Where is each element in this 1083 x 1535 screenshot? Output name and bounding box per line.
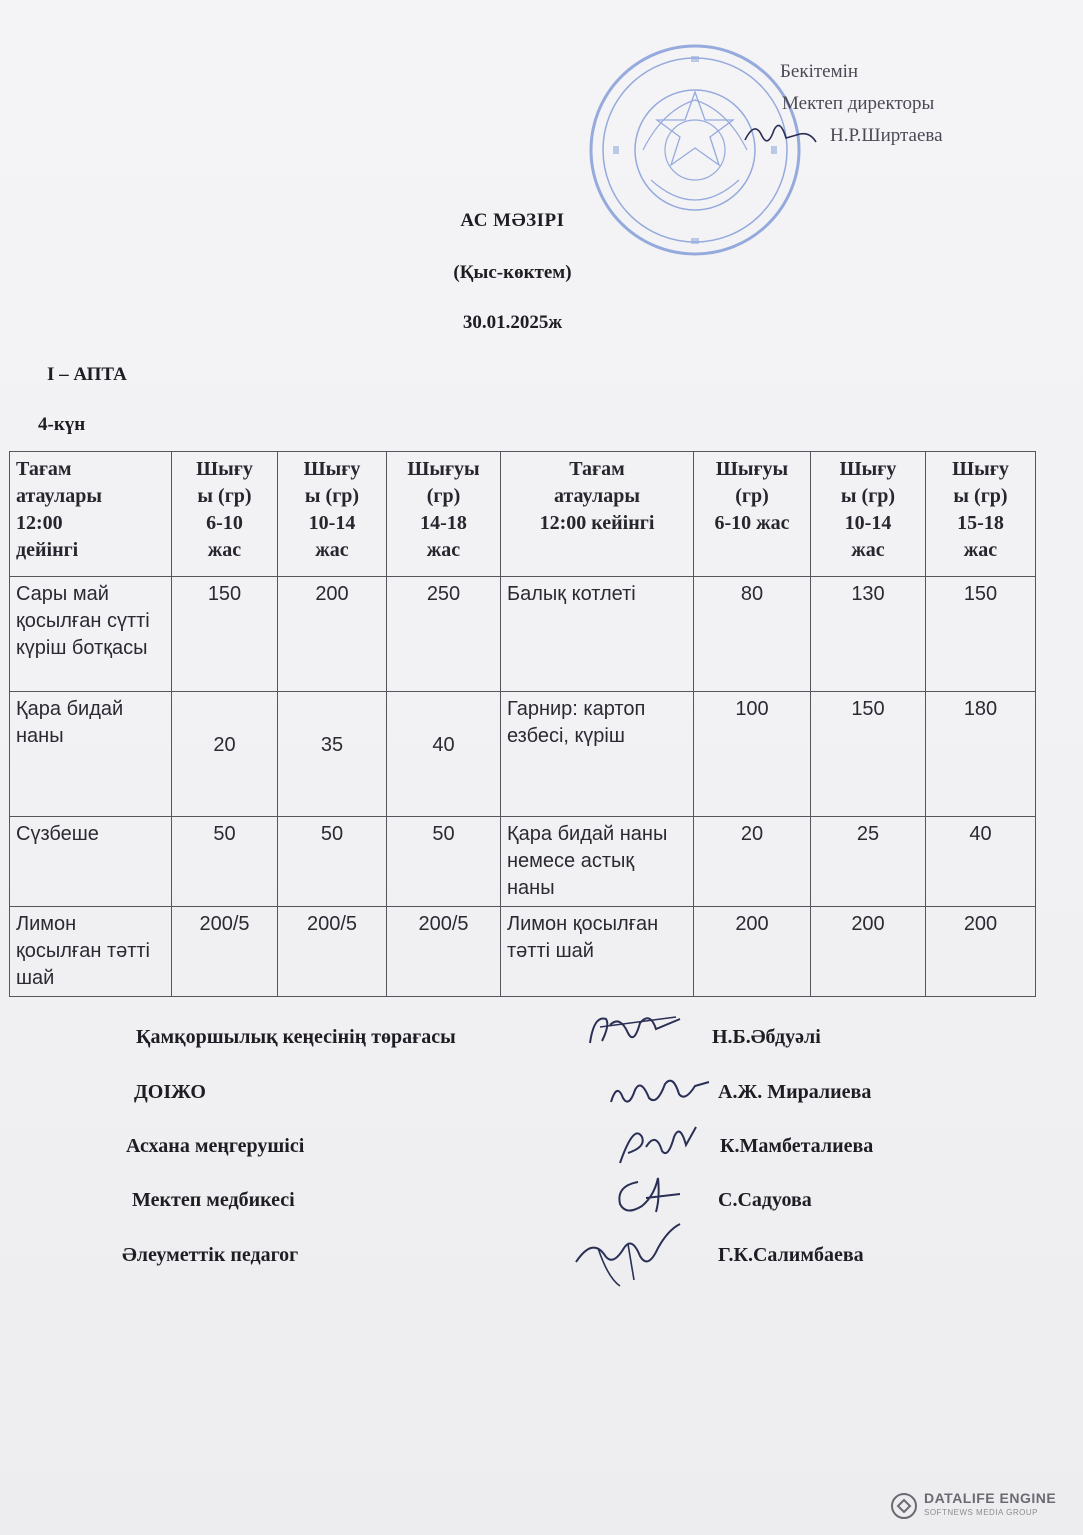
portion-cell: 20 xyxy=(172,692,278,817)
portion-cell: 35 xyxy=(278,692,387,817)
dish-cell: Қара бидай наны xyxy=(10,692,172,817)
dish-cell: Лимон қосылған тәтті шай xyxy=(10,907,172,997)
portion-cell: 40 xyxy=(926,817,1036,907)
signer-name: К.Мамбеталиева xyxy=(720,1135,874,1157)
signature-icon xyxy=(568,1218,688,1293)
table-header-row xyxy=(10,452,1036,577)
dish-cell: Лимон қосылған тәтті шай xyxy=(501,907,694,997)
portion-cell: 200/5 xyxy=(278,907,387,997)
dish-cell: Сүзбеше xyxy=(10,817,172,907)
header-portion-14-18: Шығуы (гр) 14-18 жас xyxy=(387,452,501,577)
signer-role: Әлеуметтік педагог xyxy=(122,1244,299,1266)
week-label: I – АПТА xyxy=(47,364,127,385)
signer-role: Асхана меңгерушісі xyxy=(126,1135,305,1157)
datalife-logo-icon xyxy=(890,1492,918,1520)
portion-cell: 150 xyxy=(172,577,278,692)
header-portion-10-14: Шығу ы (гр) 10-14 жас xyxy=(278,452,387,577)
portion-cell: 200/5 xyxy=(172,907,278,997)
dish-cell: Балық котлеті xyxy=(501,577,694,692)
watermark-logo xyxy=(890,1488,1070,1528)
portion-cell: 200/5 xyxy=(387,907,501,997)
signer-role: Мектеп медбикесі xyxy=(132,1189,295,1211)
signer-name: А.Ж. Миралиева xyxy=(718,1081,872,1103)
page-title: АС МӘЗІРІ xyxy=(460,210,565,231)
table-row xyxy=(10,907,1036,997)
header-portion-6-10: Шығу ы (гр) 6-10 жас xyxy=(172,452,278,577)
signature-icon xyxy=(612,1117,702,1172)
table-row xyxy=(10,817,1036,907)
table-row xyxy=(10,577,1036,692)
portion-cell: 50 xyxy=(387,817,501,907)
menu-table xyxy=(9,451,1036,997)
approval-director-name: Н.Р.Ширтаева xyxy=(830,125,943,146)
portion-cell: 80 xyxy=(694,577,811,692)
portion-cell: 200 xyxy=(694,907,811,997)
portion-cell: 50 xyxy=(278,817,387,907)
signature-icon xyxy=(580,1005,690,1055)
signer-role: Қамқоршылық кеңесінің төрағасы xyxy=(136,1026,456,1048)
approval-position: Мектеп директоры xyxy=(782,93,935,114)
portion-cell: 50 xyxy=(172,817,278,907)
day-label: 4-күн xyxy=(38,414,86,435)
portion-cell: 200 xyxy=(926,907,1036,997)
approval-label: Бекітемін xyxy=(780,61,859,82)
portion-cell: 150 xyxy=(926,577,1036,692)
dish-cell: Сары май қосылған сүтті күріш ботқасы xyxy=(10,577,172,692)
season-label: (Қыс-көктем) xyxy=(453,262,572,283)
table-row xyxy=(10,692,1036,817)
watermark-brand: DATALIFE ENGINE xyxy=(924,1490,1057,1506)
dish-cell: Қара бидай наны немесе астық наны xyxy=(501,817,694,907)
header-portion-15-18-afternoon: Шығу ы (гр) 15-18 жас xyxy=(926,452,1036,577)
signer-role: ДОІЖО xyxy=(134,1081,206,1103)
signer-name: С.Садуова xyxy=(718,1189,812,1211)
header-portion-10-14-afternoon: Шығу ы (гр) 10-14 жас xyxy=(811,452,926,577)
header-dish-after-noon: Тағам атаулары 12:00 кейінгі xyxy=(501,452,694,577)
portion-cell: 100 xyxy=(694,692,811,817)
signer-name: Н.Б.Әбдуәлі xyxy=(712,1026,821,1048)
portion-cell: 20 xyxy=(694,817,811,907)
header-dish-before-noon: Тағам атаулары 12:00 дейінгі xyxy=(10,452,172,577)
header-portion-6-10-afternoon: Шығуы (гр) 6-10 жас xyxy=(694,452,811,577)
signature-icon xyxy=(610,1168,690,1220)
portion-cell: 200 xyxy=(811,907,926,997)
portion-cell: 130 xyxy=(811,577,926,692)
portion-cell: 250 xyxy=(387,577,501,692)
portion-cell: 25 xyxy=(811,817,926,907)
watermark-sub: SOFTNEWS MEDIA GROUP xyxy=(924,1508,1039,1517)
director-signature-icon xyxy=(740,112,820,152)
signer-name: Г.К.Салимбаева xyxy=(718,1244,864,1266)
signature-icon xyxy=(605,1068,715,1113)
dish-cell: Гарнир: картоп езбесі, күріш xyxy=(501,692,694,817)
portion-cell: 180 xyxy=(926,692,1036,817)
portion-cell: 40 xyxy=(387,692,501,817)
portion-cell: 150 xyxy=(811,692,926,817)
date-label: 30.01.2025ж xyxy=(462,312,563,333)
portion-cell: 200 xyxy=(278,577,387,692)
